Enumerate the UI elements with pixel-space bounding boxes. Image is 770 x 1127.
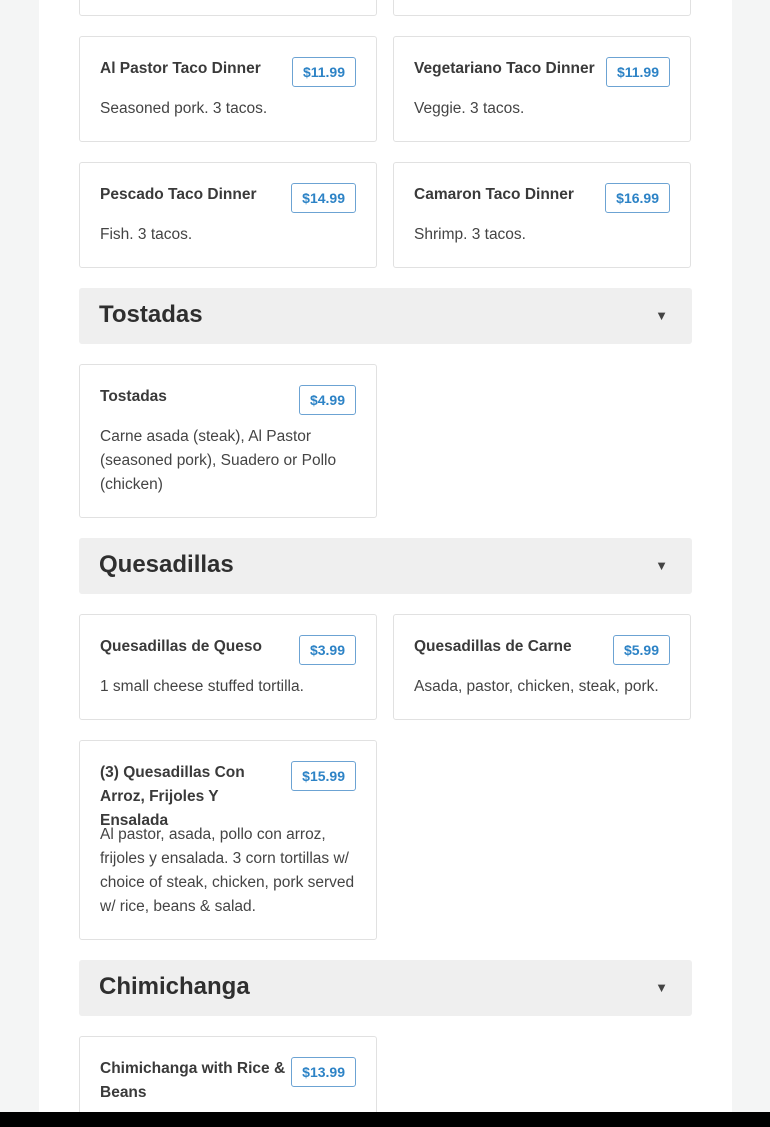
menu-item-camaron[interactable]	[393, 162, 691, 268]
item-description: Seasoned pork. 3 tacos.	[100, 100, 268, 117]
bottom-bar	[0, 1112, 770, 1127]
item-description: Veggie. 3 tacos.	[414, 100, 525, 117]
item-name: Vegetariano Taco Dinner	[414, 60, 595, 77]
menu-item-vegetariano[interactable]	[393, 36, 691, 142]
item-description: Asada, pastor, chicken, steak, pork.	[414, 678, 659, 695]
menu-item-card[interactable]	[79, 0, 377, 16]
section-header-tostadas[interactable]	[79, 288, 692, 344]
chevron-down-icon[interactable]: ▼	[655, 558, 668, 573]
menu-item-quesadillas-con-arroz[interactable]	[79, 740, 377, 940]
section-header-quesadillas[interactable]	[79, 538, 692, 594]
item-name: Al Pastor Taco Dinner	[100, 60, 261, 77]
menu-item-tostadas[interactable]	[79, 364, 377, 518]
item-name: Pescado Taco Dinner	[100, 186, 257, 203]
menu-item-al-pastor[interactable]	[79, 36, 377, 142]
item-name: Chimichanga with Rice & Beans	[100, 1060, 286, 1101]
item-description: 1 small cheese stuffed tortilla.	[100, 678, 304, 695]
item-description: Carne asada (steak), Al Pastor (seasoned pork), Suadero or Pollo (chicken)	[100, 428, 337, 493]
price-badge: $11.99	[292, 57, 356, 87]
menu-item-pescado[interactable]	[79, 162, 377, 268]
section-header-chimichanga[interactable]	[79, 960, 692, 1016]
price-badge: $13.99	[291, 1057, 356, 1087]
price-badge: $5.99	[613, 635, 670, 665]
item-description: Shrimp. 3 tacos.	[414, 226, 526, 243]
menu-item-quesadillas-carne[interactable]	[393, 614, 691, 720]
menu-item-card[interactable]	[393, 0, 691, 16]
price-badge: $4.99	[299, 385, 356, 415]
section-title: Chimichanga	[99, 973, 250, 1000]
item-description: Al pastor, asada, pollo con arroz, frijoles y ensalada. 3 corn tortillas w/ choice of steak, chicken, pork served w/ rice, beans & salad.	[100, 826, 355, 915]
item-name: Tostadas	[100, 388, 167, 405]
price-badge: $14.99	[291, 183, 356, 213]
item-name: (3) Quesadillas Con Arroz, Frijoles Y Ensalada	[100, 764, 245, 829]
chevron-down-icon[interactable]: ▼	[655, 308, 668, 323]
menu-item-quesadillas-queso[interactable]	[79, 614, 377, 720]
item-name: Camaron Taco Dinner	[414, 186, 574, 203]
chevron-down-icon[interactable]: ▼	[655, 980, 668, 995]
item-description: Fish. 3 tacos.	[100, 226, 193, 243]
menu-page	[39, 0, 732, 1112]
item-name: Quesadillas de Carne	[414, 638, 572, 655]
price-badge: $15.99	[291, 761, 356, 791]
price-badge: $11.99	[606, 57, 670, 87]
item-name: Quesadillas de Queso	[100, 638, 262, 655]
price-badge: $16.99	[605, 183, 670, 213]
section-title: Quesadillas	[99, 551, 234, 578]
price-badge: $3.99	[299, 635, 356, 665]
section-title: Tostadas	[99, 301, 203, 328]
